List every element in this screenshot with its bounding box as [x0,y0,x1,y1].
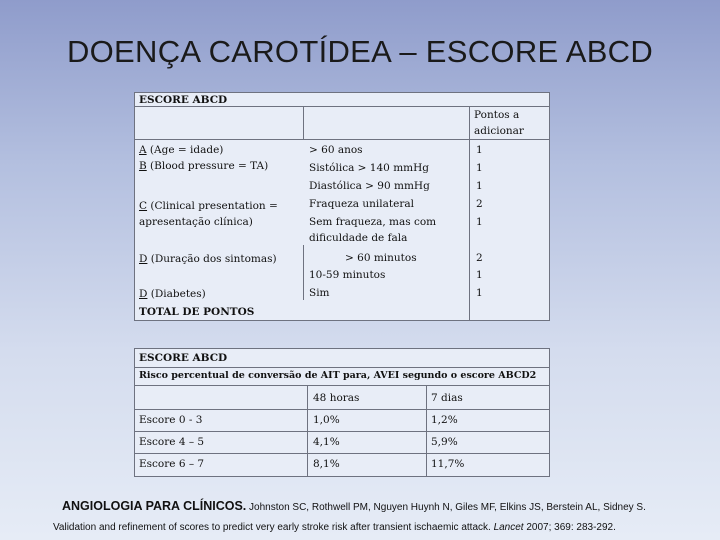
risk-48h: 1,0% [313,414,340,426]
table-header: ESCORE ABCD [139,352,228,364]
points-header: Pontos a [474,109,520,121]
risk-48h: 8,1% [313,458,340,470]
risk-7d: 5,9% [431,436,458,448]
risk-48h: 4,1% [313,436,340,448]
risk-row-label: Escore 6 – 7 [139,458,205,470]
row-a: A (Age = idade) [139,144,224,156]
citation-line-1: ANGIOLOGIA PARA CLÍNICOS. Johnston SC, Rothwell PM, Nguyen Huynh N, Giles MF, Elkins JS, Berstein AL, Sidney S. [62,499,646,513]
point-value: 2 [476,198,483,210]
row-d-duration: D (Duração dos sintomas) [139,253,277,265]
criterion: Sistólica > 140 mmHg [309,162,429,174]
point-value: 2 [476,252,483,264]
row-c: C (Clinical presentation = [139,200,278,212]
slide-title: DOENÇA CAROTÍDEA – ESCORE ABCD [66,34,654,69]
abcd-score-table [134,92,550,321]
criterion: Sim [309,287,330,299]
col-48h: 48 horas [313,392,360,404]
risk-7d: 1,2% [431,414,458,426]
citation [53,496,702,538]
point-value: 1 [476,287,483,299]
points-header-2: adicionar [474,125,524,137]
point-value: 1 [476,162,483,174]
criterion: Fraqueza unilateral [309,198,414,210]
row-b: B (Blood pressure = TA) [139,160,269,172]
point-value: 1 [476,144,483,156]
citation-line-2: Validation and refinement of scores to predict very early stroke risk after transient ischaemic attack. Lancet 2007; 369: 283-292. [53,522,616,533]
risk-7d: 11,7% [431,458,465,470]
table-header: ESCORE ABCD [139,94,228,106]
criterion: dificuldade de fala [309,232,408,244]
criterion: > 60 anos [309,144,363,156]
table-subheader: Risco percentual de conversão de AIT para, AVEI segundo o escore ABCD2 [139,370,537,381]
point-value: 1 [476,216,483,228]
point-value: 1 [476,180,483,192]
row-d-diabetes: D (Diabetes) [139,288,206,300]
total-label: TOTAL DE PONTOS [139,306,255,318]
row-c-2: apresentação clínica) [139,216,253,228]
criterion: Diastólica > 90 mmHg [309,180,430,192]
risk-row-label: Escore 0 - 3 [139,414,203,426]
criterion: Sem fraqueza, mas com [309,216,437,228]
risk-row-label: Escore 4 – 5 [139,436,205,448]
abcd2-risk-table [134,348,550,477]
criterion: > 60 minutos [345,252,417,264]
col-7d: 7 dias [431,392,463,404]
criterion: 10-59 minutos [309,269,386,281]
point-value: 1 [476,269,483,281]
